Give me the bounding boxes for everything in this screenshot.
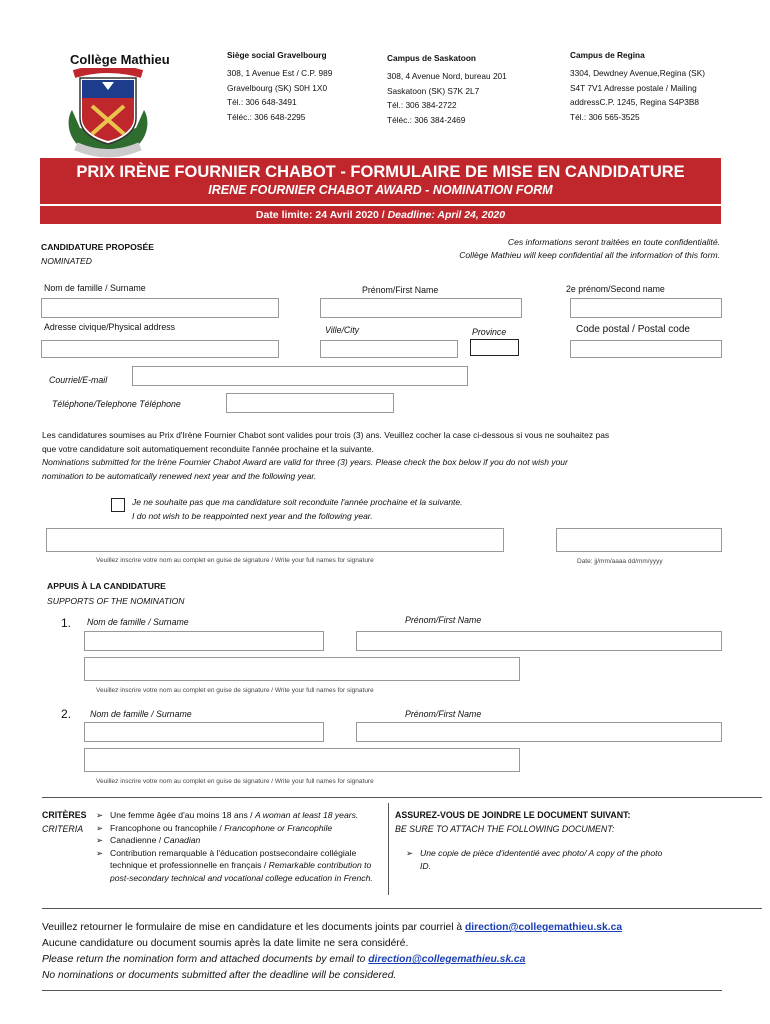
campus-line: Tél.: 306 565-3525 (570, 111, 640, 122)
criteria-item-fr: Une femme âgée d'au moins 18 ans / (110, 810, 255, 820)
nominated-heading-fr: CANDIDATURE PROPOSÉE (41, 242, 155, 252)
postal-code-field[interactable] (570, 340, 722, 358)
campus-line: 308, 1 Avenue Est / C.P. 989 (227, 68, 333, 78)
second-name-label: 2e prénom/Second name (566, 284, 665, 294)
campus-line: 308, 4 Avenue Nord, bureau 201 (387, 71, 507, 81)
footer-divider (42, 908, 762, 909)
support2-signature-field[interactable] (84, 748, 520, 772)
college-crest-logo (62, 68, 154, 158)
email-field[interactable] (132, 366, 468, 386)
campus-line: Téléc.: 306 648-2295 (227, 111, 306, 122)
signature-field[interactable] (46, 528, 504, 552)
campus-title: Siège social Gravelbourg (227, 50, 327, 60)
campus-line: 3304, Dewdney Avenue,Regina (SK) (570, 68, 705, 78)
no-renewal-label (132, 495, 463, 523)
criteria-item (96, 847, 380, 885)
campus-title: Campus de Saskatoon (387, 53, 476, 63)
support2-firstname-field[interactable] (356, 722, 722, 742)
criteria-item (96, 809, 380, 822)
support-number: 2. (61, 707, 72, 721)
criteria-item-en: Francophone or Francophile (224, 822, 333, 833)
validity-paragraph (42, 429, 732, 483)
address-field[interactable] (41, 340, 279, 358)
support1-firstname-field[interactable] (356, 631, 722, 651)
footer-en-line2: No nominations or documents submitted after the deadline will be considered. (42, 970, 397, 981)
support1-signature-caption: Veuillez inscrire votre nom au complet en guise de signature / Write your full names for signature (96, 687, 374, 694)
surname-field[interactable] (41, 298, 279, 318)
signature-caption: Veuillez inscrire votre nom au complet en guise de signature / Write your full names for signature (96, 557, 374, 564)
support-surname-label: Nom de famille / Surname (90, 709, 192, 719)
criteria-item (96, 834, 380, 847)
footer-en-text: Please return the nomination form and attached documents by email to (42, 954, 369, 965)
phone-label: Téléphone/Telephone Téléphone (52, 399, 181, 409)
no-renewal-fr: Je ne souhaite pas que ma candidature soit reconduite l'année prochaine et la suivante. (132, 497, 463, 507)
support2-signature-caption: Veuillez inscrire votre nom au complet en guise de signature / Write your full names for signature (96, 778, 374, 785)
supports-heading-en: SUPPORTS OF THE NOMINATION (47, 596, 185, 606)
criteria-heading-en: CRITERIA (42, 824, 84, 834)
confidential-fr: Ces informations seront traitées en toute confidentialité. (507, 237, 720, 247)
deadline-fr: Date limite: 24 Avril 2020 / (255, 209, 388, 221)
form-title-en: IRENE FOURNIER CHABOT AWARD - NOMINATION FORM (208, 183, 553, 197)
nominated-heading-en: NOMINATED (41, 256, 92, 266)
deadline-en: Deadline: April 24, 2020 (387, 209, 506, 221)
criteria-item-fr: Francophone ou francophile / (110, 822, 225, 833)
campus-gravelbourg (227, 50, 377, 124)
attach-item (406, 847, 666, 872)
arrow-bullet-icon: ➢ (96, 822, 104, 833)
validity-en-line: Nominations submitted for the Irène Fournier Chabot Award are valid for three (3) years. Please check the box below if you do not wish your (42, 457, 568, 467)
attach-heading-fr: ASSUREZ-VOUS DE JOINDRE LE DOCUMENT SUIVANT: (395, 810, 631, 820)
criteria-vertical-divider (388, 803, 389, 895)
support-firstname-label: Prénom/First Name (405, 709, 482, 719)
school-name: Collège Mathieu (70, 52, 170, 67)
campus-line: Tél.: 306 648-3491 (227, 97, 297, 107)
province-field[interactable] (470, 339, 519, 356)
confidential-notice (380, 236, 720, 262)
campus-line: Gravelbourg (SK) S0H 1X0 (227, 82, 328, 93)
criteria-divider (42, 797, 762, 798)
campus-line: addressC.P. 1245, Regina S4P3B8 (570, 97, 699, 107)
attach-heading-en: BE SURE TO ATTACH THE FOLLOWING DOCUMENT: (395, 824, 615, 834)
support1-signature-field[interactable] (84, 657, 520, 681)
support1-surname-field[interactable] (84, 631, 324, 651)
validity-fr-line: Les candidatures soumises au Prix d'Irène Fournier Chabot sont valides pour trois (3) ans. Veuillez cocher la case ci-dessous si vous ne souhaitez pas (42, 430, 610, 440)
supports-heading-fr: APPUIS À LA CANDIDATURE (47, 581, 166, 591)
second-name-field[interactable] (570, 298, 722, 318)
confidential-en: Collège Mathieu will keep confidential all the information of this form. (459, 250, 720, 260)
criteria-item (96, 822, 380, 835)
deadline-bar (40, 206, 721, 224)
validity-en-line: nomination to be automatically renewed next year and the following year. (42, 470, 317, 481)
criteria-heading-fr: CRITÈRES (42, 810, 87, 820)
support-surname-label: Nom de famille / Surname (87, 617, 189, 627)
footer-instructions (42, 920, 762, 984)
email-link[interactable]: direction@collegemathieu.sk.ca (464, 922, 623, 933)
city-field[interactable] (320, 340, 458, 358)
no-renewal-checkbox[interactable] (111, 498, 125, 512)
date-field[interactable] (556, 528, 722, 552)
postal-label: Code postal / Postal code (576, 324, 690, 335)
bottom-rule (42, 990, 722, 991)
address-label: Adresse civique/Physical address (44, 322, 176, 332)
firstname-field[interactable] (320, 298, 522, 318)
attach-item-text: Une copie de pièce d'idententié avec photo/ A copy of the photo ID. (420, 848, 663, 871)
criteria-list (96, 809, 380, 884)
phone-field[interactable] (226, 393, 394, 413)
arrow-bullet-icon: ➢ (96, 835, 104, 845)
campus-line: Téléc.: 306 384-2469 (387, 114, 466, 125)
form-title-banner (40, 158, 721, 204)
surname-label: Nom de famille / Surname (44, 283, 146, 293)
campus-title: Campus de Regina (570, 50, 645, 60)
campus-line: S4T 7V1 Adresse postale / Mailing (570, 82, 697, 93)
attach-list (406, 847, 666, 872)
footer-fr-line1 (42, 920, 762, 936)
email-label: Courriel/E-mail (49, 375, 108, 385)
support-firstname-label: Prénom/First Name (405, 615, 482, 625)
criteria-item-en: Canadian (163, 835, 201, 845)
arrow-bullet-icon: ➢ (406, 848, 414, 858)
campus-line: Tél.: 306 384-2722 (387, 100, 457, 110)
date-caption: Date: jj/mm/aaaa dd/mm/yyyy (577, 558, 663, 565)
city-label: Ville/City (325, 325, 360, 335)
support-number: 1. (61, 616, 72, 630)
campus-saskatoon (387, 53, 547, 127)
criteria-item-en: Remarkable contribution to post-secondary technical and vocational college education in French. (110, 860, 373, 883)
criteria-item-en: A woman at least 18 years. (254, 810, 359, 820)
no-renewal-en: I do not wish to be reappointed next year and the following year. (132, 511, 373, 521)
footer-fr-line2: Aucune candidature ou document soumis après la date limite ne sera considéré. (42, 938, 409, 949)
footer-fr-text: Veuillez retourner le formulaire de mise en candidature et les documents joints par courriel à (42, 922, 465, 933)
validity-fr-line: que votre candidature soit automatiquement reconduite l'année prochaine et la suivante. (42, 443, 374, 454)
arrow-bullet-icon: ➢ (96, 847, 104, 858)
campus-line: Saskatoon (SK) S7K 2L7 (387, 85, 480, 96)
firstname-label: Prénom/First Name (362, 285, 439, 295)
arrow-bullet-icon: ➢ (96, 810, 104, 820)
form-title-fr: PRIX IRÈNE FOURNIER CHABOT - FORMULAIRE DE MISE EN CANDIDATURE (76, 163, 685, 181)
criteria-item-fr: Contribution remarquable à l'éducation postsecondaire collégiale technique et professionnelle en français / (110, 847, 357, 870)
province-label: Province (472, 327, 507, 337)
email-link[interactable]: direction@collegemathieu.sk.ca (368, 954, 526, 965)
campus-regina (570, 50, 730, 124)
criteria-item-fr: Canadienne / (110, 835, 164, 845)
footer-en-line1 (42, 952, 762, 968)
support2-surname-field[interactable] (84, 722, 324, 742)
